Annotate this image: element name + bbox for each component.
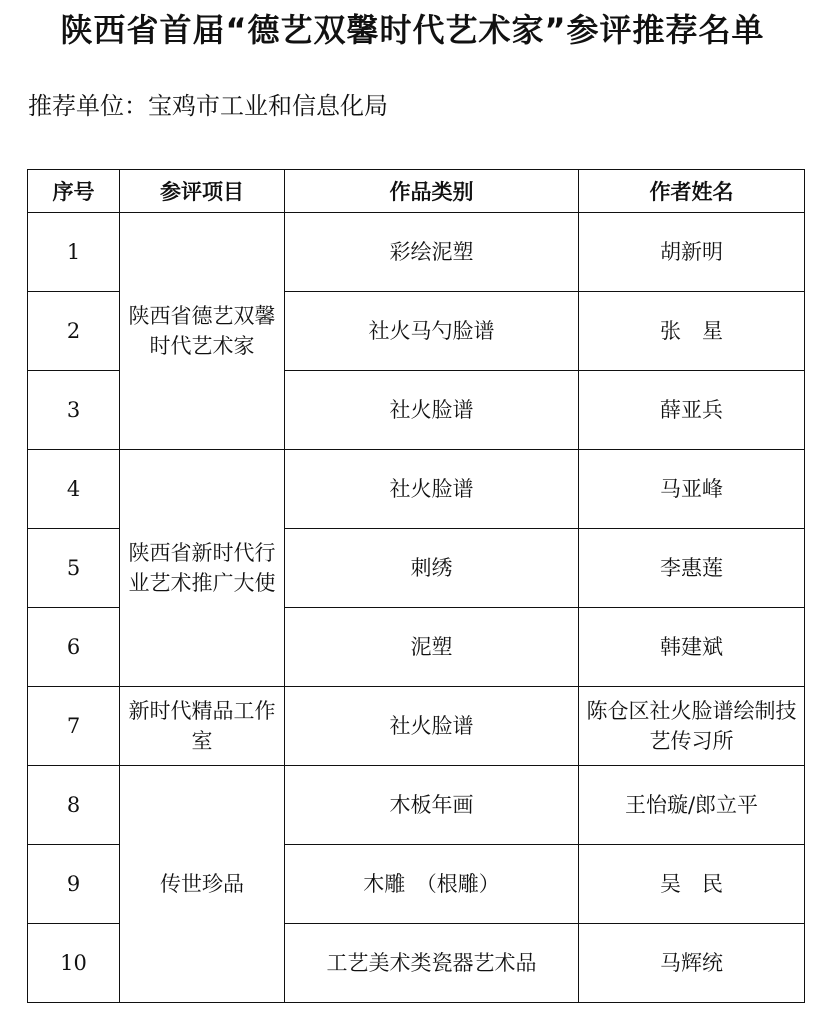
serial-number: 7	[28, 687, 120, 766]
category-cell: 社火脸谱	[285, 687, 579, 766]
table-row	[28, 213, 805, 292]
project-cell: 陕西省德艺双馨时代艺术家	[120, 213, 285, 450]
category-cell: 木板年画	[285, 766, 579, 845]
serial-number: 8	[28, 766, 120, 845]
serial-number: 5	[28, 529, 120, 608]
author-cell: 陈仓区社火脸谱绘制技艺传习所	[579, 687, 805, 766]
project-cell: 传世珍品	[120, 766, 285, 1003]
author-cell: 王怡璇/郎立平	[579, 766, 805, 845]
author-cell: 吴 民	[579, 845, 805, 924]
header-project: 参评项目	[120, 170, 285, 213]
serial-number: 1	[28, 213, 120, 292]
author-cell: 马亚峰	[579, 450, 805, 529]
header-author: 作者姓名	[579, 170, 805, 213]
author-cell: 韩建斌	[579, 608, 805, 687]
header-category: 作品类别	[285, 170, 579, 213]
category-cell: 工艺美术类瓷器艺术品	[285, 924, 579, 1003]
table-row	[28, 766, 805, 845]
recommending-unit: 推荐单位：宝鸡市工业和信息化局	[28, 92, 388, 120]
project-cell: 新时代精品工作室	[120, 687, 285, 766]
author-cell: 马辉统	[579, 924, 805, 1003]
author-cell: 薛亚兵	[579, 371, 805, 450]
project-cell: 陕西省新时代行业艺术推广大使	[120, 450, 285, 687]
category-cell: 泥塑	[285, 608, 579, 687]
author-cell: 张 星	[579, 292, 805, 371]
serial-number: 6	[28, 608, 120, 687]
serial-number: 4	[28, 450, 120, 529]
serial-number: 9	[28, 845, 120, 924]
author-cell: 李惠莲	[579, 529, 805, 608]
serial-number: 10	[28, 924, 120, 1003]
table-row	[28, 450, 805, 529]
category-cell: 社火马勺脸谱	[285, 292, 579, 371]
table-header-row	[28, 170, 805, 213]
nomination-table	[27, 169, 805, 1003]
category-cell: 社火脸谱	[285, 371, 579, 450]
category-cell: 木雕 （根雕）	[285, 845, 579, 924]
page-title: 陕西省首届“德艺双馨时代艺术家”参评推荐名单	[60, 11, 765, 49]
table-row	[28, 687, 805, 766]
serial-number: 3	[28, 371, 120, 450]
serial-number: 2	[28, 292, 120, 371]
category-cell: 社火脸谱	[285, 450, 579, 529]
category-cell: 彩绘泥塑	[285, 213, 579, 292]
category-cell: 刺绣	[285, 529, 579, 608]
author-cell: 胡新明	[579, 213, 805, 292]
header-serial-number: 序号	[28, 170, 120, 213]
